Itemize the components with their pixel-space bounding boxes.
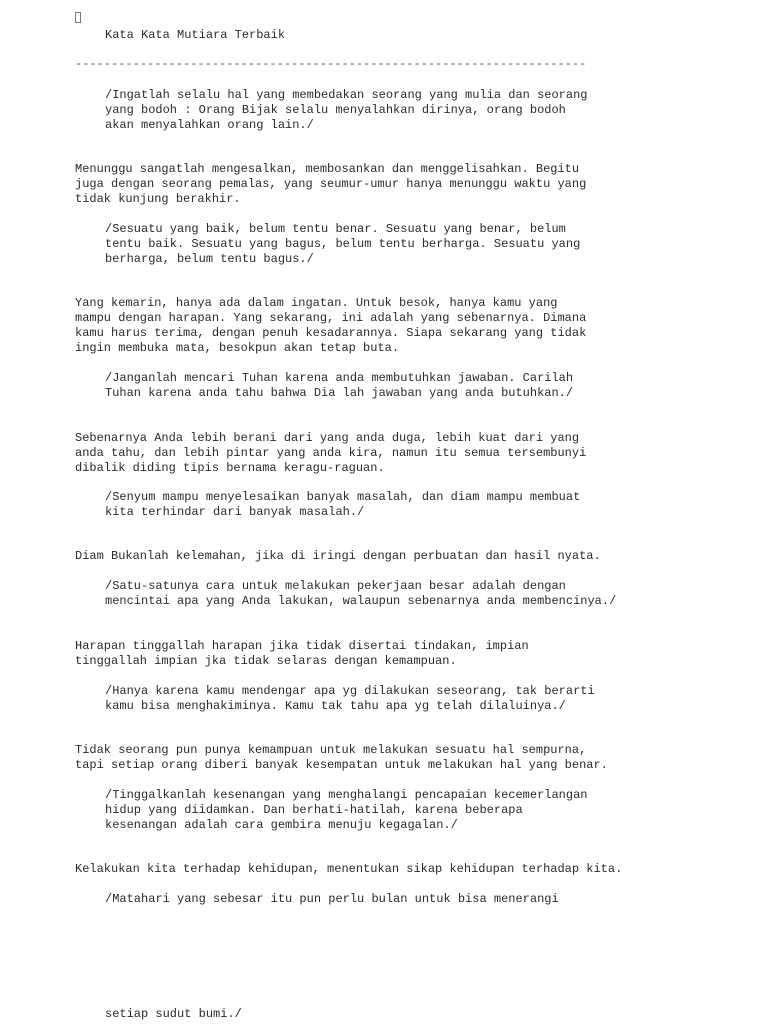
document-title: Kata Kata Mutiara Terbaik bbox=[105, 28, 286, 42]
quote-8-continued: setiap sudut bumi./ bbox=[105, 1007, 242, 1021]
quote-7: /Tinggalkanlah kesenangan yang menghalangi pencapaian kecemerlangan hidup yang diidamkan. Dan berhati-hatilah, karena beberapa kesenangan adalah cara gembira menuju kegagalan./ bbox=[105, 788, 588, 832]
paragraph-2: Yang kemarin, hanya ada dalam ingatan. Untuk besok, hanya kamu yang mampu dengan harapan. Yang sekarang, ini adalah yang sebenarnya. Dimana kamu harus terima, dengan penuh kesadarannya. Siapa sekarang yang tidak ingin membuka mata, besokpun akan tetap buta. bbox=[75, 296, 587, 355]
paragraph-4: Diam Bukanlah kelemahan, jika di iringi dengan perbuatan dan hasil nyata. bbox=[75, 549, 601, 563]
quote-6: /Hanya karena kamu mendengar apa yg dilakukan seseorang, tak berarti kamu bisa menghakiminya. Kamu tak tahu apa yg telah dilaluinya./ bbox=[105, 684, 595, 713]
paragraph-6: Tidak seorang pun punya kemampuan untuk melakukan sesuatu hal sempurna, tapi setiap orang diberi banyak kesempatan untuk melakukan hal yang benar. bbox=[75, 743, 608, 772]
missing-glyph-icon bbox=[75, 12, 81, 23]
divider-line: ----------------------------------------------------------------------- bbox=[75, 57, 587, 71]
quote-2: /Sesuatu yang baik, belum tentu benar. Sesuatu yang benar, belum tentu baik. Sesuatu yang bagus, belum tentu berharga. Sesuatu yang berharga, belum tentu bagus./ bbox=[105, 222, 581, 266]
paragraph-1: Menunggu sangatlah mengesalkan, membosankan dan menggelisahkan. Begitu juga dengan seorang pemalas, yang seumur-umur hanya menunggu waktu yang tidak kunjung berakhir. bbox=[75, 162, 587, 206]
quote-3: /Janganlah mencari Tuhan karena anda membutuhkan jawaban. Carilah Tuhan karena anda tahu bahwa Dia lah jawaban yang anda butuhkan./ bbox=[105, 371, 574, 400]
paragraph-3: Sebenarnya Anda lebih berani dari yang anda duga, lebih kuat dari yang anda tahu, dan lebih pintar yang anda kira, namun itu semua tersembunyi dibalik diding tipis bernama keragu-raguan. bbox=[75, 431, 587, 475]
paragraph-7: Kelakukan kita terhadap kehidupan, menentukan sikap kehidupan terhadap kita. bbox=[75, 862, 623, 876]
quote-5: /Satu-satunya cara untuk melakukan pekerjaan besar adalah dengan mencintai apa yang Anda lakukan, walaupun sebenarnya anda membencinya./ bbox=[105, 579, 617, 608]
quote-8: /Matahari yang sebesar itu pun perlu bulan untuk bisa menerangi bbox=[105, 892, 559, 906]
paragraph-5: Harapan tinggallah harapan jika tidak disertai tindakan, impian tinggallah impian jka tidak selaras dengan kemampuan. bbox=[75, 639, 529, 668]
quote-1: /Ingatlah selalu hal yang membedakan seorang yang mulia dan seorang yang bodoh : Orang Bijak selalu menyalahkan dirinya, orang bodoh akan menyalahkan orang lain./ bbox=[105, 88, 588, 132]
quote-4: /Senyum mampu menyelesaikan banyak masalah, dan diam mampu membuat kita terhindar dari banyak masalah./ bbox=[105, 490, 581, 519]
